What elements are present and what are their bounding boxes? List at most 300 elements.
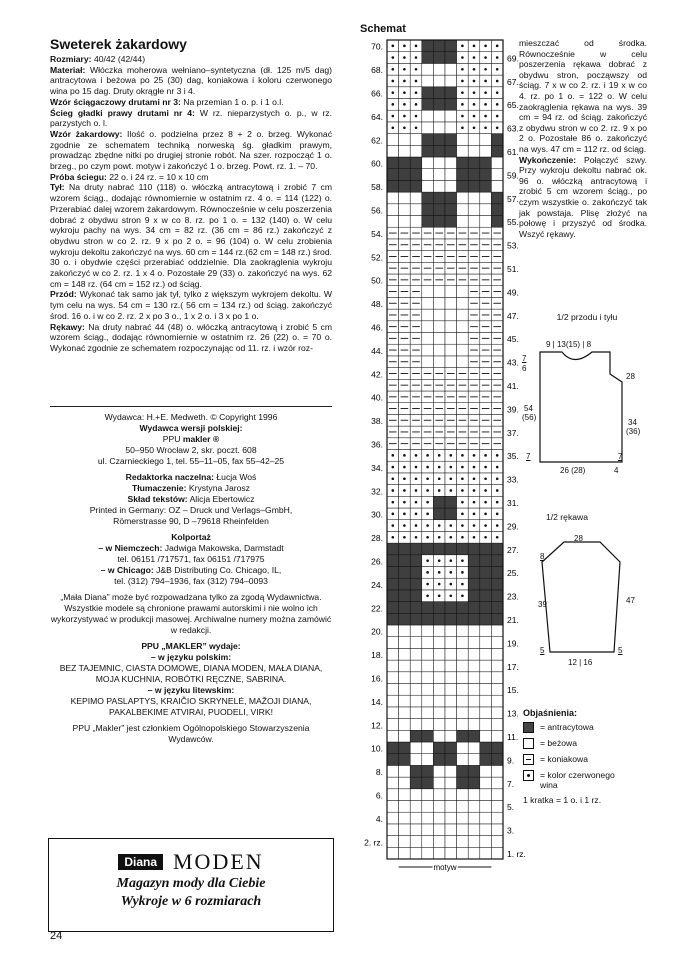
chart-cell bbox=[480, 204, 492, 216]
chart-dot bbox=[426, 477, 429, 480]
chart-cell bbox=[445, 660, 457, 672]
chart-cell bbox=[468, 648, 480, 660]
chart-dot bbox=[426, 559, 429, 562]
chart-cell bbox=[387, 145, 399, 157]
chart-cell bbox=[445, 52, 457, 64]
row-label-left: 18. bbox=[371, 650, 383, 661]
chart-cell bbox=[445, 684, 457, 696]
fb-bottom: 26 (28) bbox=[560, 466, 586, 475]
chart-cell bbox=[433, 765, 445, 777]
chart-dot bbox=[392, 477, 395, 480]
chart-cell bbox=[457, 625, 469, 637]
sl-5b: 5 bbox=[618, 646, 623, 655]
sl-28: 28 bbox=[574, 534, 583, 543]
chart-cell bbox=[468, 157, 480, 169]
publisher-line: Wydawca: H.+E. Medweth. © Copyright 1996 bbox=[104, 412, 278, 422]
row-label-right: 61. bbox=[507, 147, 519, 157]
chart-dot bbox=[473, 45, 476, 48]
chart-dot bbox=[496, 477, 499, 480]
chart-cell bbox=[422, 309, 434, 321]
chart-dot bbox=[403, 68, 406, 71]
row-label-left: 68. bbox=[371, 65, 383, 76]
chart-dot bbox=[403, 513, 406, 516]
chart-cell bbox=[491, 836, 503, 848]
row-label-right: 19. bbox=[507, 638, 519, 649]
chart-cell bbox=[387, 543, 399, 555]
chart-cell bbox=[399, 801, 411, 813]
chart-cell bbox=[422, 297, 434, 309]
chart-cell bbox=[410, 613, 422, 625]
chart-cell bbox=[433, 730, 445, 742]
chart-cell bbox=[457, 707, 469, 719]
chart-dot bbox=[473, 536, 476, 539]
chart-cell bbox=[387, 765, 399, 777]
chart-cell bbox=[480, 824, 492, 836]
chart-dot bbox=[461, 571, 464, 574]
chart-cell bbox=[387, 204, 399, 216]
chart-cell bbox=[422, 321, 434, 333]
chart-cell bbox=[491, 625, 503, 637]
chart-cell bbox=[457, 847, 469, 859]
chart-dot bbox=[392, 536, 395, 539]
chart-cell bbox=[399, 812, 411, 824]
chart-dot bbox=[496, 45, 499, 48]
chart-dot bbox=[461, 103, 464, 106]
chart-cell bbox=[480, 543, 492, 555]
chart-dot bbox=[438, 454, 441, 457]
chart-cell bbox=[468, 180, 480, 192]
row-label-left: 60. bbox=[371, 158, 383, 169]
chart-cell bbox=[387, 684, 399, 696]
chart-dot bbox=[403, 91, 406, 94]
chart-cell bbox=[445, 730, 457, 742]
chart-cell bbox=[422, 847, 434, 859]
chart-cell bbox=[410, 801, 422, 813]
chart-cell bbox=[410, 169, 422, 181]
chart-cell bbox=[387, 602, 399, 614]
chart-cell bbox=[445, 707, 457, 719]
chart-cell bbox=[468, 742, 480, 754]
chart-cell bbox=[480, 169, 492, 181]
chart-cell bbox=[422, 40, 434, 52]
stockinette-paragraph: Ścieg gładki prawy drutami nr 4: W rz. nieparzystych o. p., w rz. parzystych o. l. bbox=[50, 107, 332, 129]
chart-dot bbox=[415, 103, 418, 106]
row-label-left: 2. rz. bbox=[364, 837, 383, 848]
chart-cell bbox=[457, 742, 469, 754]
chart-cell bbox=[445, 602, 457, 614]
chart-cell bbox=[491, 789, 503, 801]
row-label-left: 40. bbox=[371, 392, 383, 403]
chart-cell bbox=[433, 812, 445, 824]
chart-dot bbox=[403, 103, 406, 106]
chart-cell bbox=[433, 637, 445, 649]
chart-cell bbox=[491, 812, 503, 824]
chart-cell bbox=[433, 134, 445, 146]
chart-cell bbox=[491, 648, 503, 660]
fb-top-measure: 9 | 13(15) | 8 bbox=[546, 340, 592, 349]
chart-cell bbox=[457, 309, 469, 321]
chart-dot bbox=[484, 513, 487, 516]
chart-cell bbox=[422, 812, 434, 824]
chart-cell bbox=[491, 695, 503, 707]
chart-cell bbox=[468, 602, 480, 614]
chart-dot bbox=[473, 513, 476, 516]
row-label-right: 37. bbox=[507, 427, 519, 438]
chart-dot bbox=[450, 594, 453, 597]
chart-cell bbox=[410, 660, 422, 672]
chart-cell bbox=[457, 321, 469, 333]
chart-cell bbox=[468, 754, 480, 766]
chart-cell bbox=[445, 648, 457, 660]
chart-cell bbox=[468, 134, 480, 146]
chart-cell bbox=[433, 660, 445, 672]
chart-cell bbox=[422, 789, 434, 801]
chart-cell bbox=[433, 836, 445, 848]
chart-cell bbox=[422, 134, 434, 146]
chart-dot bbox=[450, 583, 453, 586]
rib-paragraph: Wzór ściągaczowy drutami nr 3: Na przemian 1 o. p. i 1 o.l. bbox=[50, 96, 284, 107]
chart-cell bbox=[422, 110, 434, 122]
publisher-address-1: 50–950 Wrocław 2, skr. poczt. 608 bbox=[125, 445, 257, 455]
chart-cell bbox=[399, 660, 411, 672]
chart-cell bbox=[433, 40, 445, 52]
chart-cell bbox=[387, 216, 399, 228]
chart-cell bbox=[387, 555, 399, 567]
chart-cell bbox=[491, 637, 503, 649]
chart-cell bbox=[491, 543, 503, 555]
chart-cell bbox=[491, 730, 503, 742]
chart-cell bbox=[480, 719, 492, 731]
wine-swatch-icon bbox=[523, 770, 534, 781]
chart-cell bbox=[433, 496, 445, 508]
chart-cell bbox=[491, 216, 503, 228]
chart-cell bbox=[491, 684, 503, 696]
chart-cell bbox=[445, 836, 457, 848]
chart-cell bbox=[410, 590, 422, 602]
chart-cell bbox=[445, 122, 457, 134]
chart-cell bbox=[433, 180, 445, 192]
chart-dot bbox=[473, 91, 476, 94]
chart-cell bbox=[480, 625, 492, 637]
row-label-right: 55. bbox=[507, 217, 519, 228]
material-paragraph: Materiał: Włóczka moherowa wełniano–syntetyczna (dł. 125 m/5 dag) antracytowa i beżowa po 25 (30) dag, koniakowa i koloru czerwonego wina po 15 dag. Druty okrągłe nr 3 i 4. bbox=[50, 64, 332, 97]
translation-line: Tłumaczenie: Krystyna Jarosz bbox=[132, 483, 250, 493]
chart-dot bbox=[415, 126, 418, 129]
chart-cell bbox=[387, 801, 399, 813]
chart-cell bbox=[422, 216, 434, 228]
chart-cell bbox=[422, 356, 434, 368]
chart-cell bbox=[422, 648, 434, 660]
chart-cell bbox=[387, 648, 399, 660]
chart-dot bbox=[473, 489, 476, 492]
chart-cell bbox=[491, 660, 503, 672]
chart-dot bbox=[484, 501, 487, 504]
chart-dot bbox=[438, 536, 441, 539]
chart-cell bbox=[491, 719, 503, 731]
chart-cell bbox=[457, 344, 469, 356]
chart-cell bbox=[433, 789, 445, 801]
chart-dot bbox=[484, 56, 487, 59]
chart-dot bbox=[403, 524, 406, 527]
row-label-left: 22. bbox=[371, 603, 383, 614]
polish-edition-heading: Wydawca wersji polskiej: bbox=[139, 423, 243, 433]
chart-cell bbox=[468, 719, 480, 731]
chart-cell bbox=[457, 216, 469, 228]
chart-cell bbox=[468, 555, 480, 567]
chart-dot bbox=[392, 80, 395, 83]
chart-cell bbox=[480, 567, 492, 579]
chart-cell bbox=[422, 660, 434, 672]
chart-cell bbox=[399, 157, 411, 169]
chart-dot bbox=[426, 571, 429, 574]
chart-dot bbox=[484, 91, 487, 94]
chart-cell bbox=[457, 660, 469, 672]
chart-dot bbox=[450, 477, 453, 480]
row-label-right: 53. bbox=[507, 240, 519, 251]
row-label-left: 44. bbox=[371, 345, 383, 356]
row-label-right: 39. bbox=[507, 404, 519, 415]
chart-cell bbox=[445, 789, 457, 801]
chart-dot bbox=[461, 583, 464, 586]
row-label-left: 34. bbox=[371, 462, 383, 473]
row-label-left: 12. bbox=[371, 720, 383, 731]
germany-contact: tel. 06151 /717571, fax 06151 /717975 bbox=[117, 554, 265, 564]
chart-dot bbox=[450, 536, 453, 539]
chart-dot bbox=[403, 80, 406, 83]
chart-cell bbox=[433, 672, 445, 684]
chart-cell bbox=[491, 613, 503, 625]
chart-cell bbox=[468, 637, 480, 649]
chart-cell bbox=[433, 719, 445, 731]
chart-cell bbox=[410, 648, 422, 660]
diana-logo: Diana bbox=[118, 854, 163, 870]
chart-dot bbox=[392, 45, 395, 48]
chart-cell bbox=[445, 99, 457, 111]
chart-cell bbox=[399, 602, 411, 614]
chart-cell bbox=[433, 122, 445, 134]
chart-cell bbox=[480, 847, 492, 859]
chart-cell bbox=[433, 286, 445, 298]
chart-cell bbox=[433, 754, 445, 766]
chart-cell bbox=[399, 836, 411, 848]
sl-47: 47 bbox=[626, 596, 635, 605]
chart-cell bbox=[422, 543, 434, 555]
chart-cell bbox=[399, 180, 411, 192]
chart-cell bbox=[491, 567, 503, 579]
chart-cell bbox=[480, 801, 492, 813]
chart-cell bbox=[422, 87, 434, 99]
row-label-left: 38. bbox=[371, 416, 383, 427]
chart-dot bbox=[484, 68, 487, 71]
chart-cell bbox=[410, 742, 422, 754]
chart-cell bbox=[422, 180, 434, 192]
chart-cell bbox=[410, 824, 422, 836]
chart-cell bbox=[433, 333, 445, 345]
chart-cell bbox=[491, 777, 503, 789]
chart-dot bbox=[461, 45, 464, 48]
chart-cell bbox=[422, 169, 434, 181]
chart-cell bbox=[422, 192, 434, 204]
chicago-line: – w Chicago: J&B Distributing Co. Chicago, IL, bbox=[100, 565, 282, 575]
chart-cell bbox=[457, 637, 469, 649]
chart-cell bbox=[410, 204, 422, 216]
copyright-notice: „Mała Diana” może być rozpowadzana tylko za zgodą Wydawnictwa. Wszystkie modele są chronione prawami autorskimi i nie wolno ich wykorzystywać w produkcji masowej. Archiwalne numery można zamówić w redakcji. bbox=[50, 592, 332, 635]
chart-cell bbox=[399, 730, 411, 742]
chart-dot bbox=[473, 56, 476, 59]
chart-cell bbox=[387, 134, 399, 146]
chart-cell bbox=[445, 824, 457, 836]
gauge-paragraph: Próba ściegu: 22 o. i 24 rz. = 10 x 10 cm bbox=[50, 171, 209, 182]
chart-dot bbox=[461, 56, 464, 59]
chart-dot bbox=[450, 489, 453, 492]
chart-cell bbox=[433, 216, 445, 228]
germany-line: – w Niemczech: Jadwiga Makowska, Darmstadt bbox=[98, 543, 284, 553]
chart-cell bbox=[468, 169, 480, 181]
row-label-left: 8. bbox=[375, 767, 383, 778]
chart-dot bbox=[461, 513, 464, 516]
chart-cell bbox=[422, 625, 434, 637]
chart-cell bbox=[422, 344, 434, 356]
chart-cell bbox=[433, 707, 445, 719]
chart-cell bbox=[433, 169, 445, 181]
chart-dot bbox=[496, 115, 499, 118]
chart-cell bbox=[457, 684, 469, 696]
chart-dot bbox=[461, 559, 464, 562]
chart-cell bbox=[422, 157, 434, 169]
chart-dot bbox=[403, 477, 406, 480]
chart-cell bbox=[445, 508, 457, 520]
row-label-right: 69. bbox=[507, 53, 519, 64]
page-number: 24 bbox=[50, 930, 63, 942]
chart-cell bbox=[445, 297, 457, 309]
chart-cell bbox=[445, 192, 457, 204]
chart-cell bbox=[457, 356, 469, 368]
row-label-right: 7. bbox=[507, 778, 515, 789]
chart-cell bbox=[480, 216, 492, 228]
row-label-right: 23. bbox=[507, 591, 519, 602]
chart-cell bbox=[399, 590, 411, 602]
row-label-left: 52. bbox=[371, 252, 383, 263]
article-column bbox=[50, 36, 332, 354]
chart-cell bbox=[410, 555, 422, 567]
chart-cell bbox=[410, 672, 422, 684]
chart-dot bbox=[450, 524, 453, 527]
chart-cell bbox=[480, 695, 492, 707]
chart-cell bbox=[399, 672, 411, 684]
chart-cell bbox=[410, 695, 422, 707]
chart-dot bbox=[496, 126, 499, 129]
chart-cell bbox=[480, 660, 492, 672]
chart-cell bbox=[457, 824, 469, 836]
row-label-right: 49. bbox=[507, 287, 519, 298]
sleeves-paragraph: Rękawy: Na druty nabrać 44 (48) o. włóczką antracytową i zrobić 5 cm wzorem ściąg., dodając równomiernie w ostatnim rz. 26 (22) o. = 70 o. Wykonać zgodnie ze schematem rozpoczynając od 11. rz. i wzór roz- bbox=[50, 321, 333, 353]
chart-cell bbox=[445, 847, 457, 859]
chart-dot bbox=[484, 80, 487, 83]
chart-cell bbox=[399, 695, 411, 707]
chart-cell bbox=[491, 134, 503, 146]
chart-dot bbox=[450, 571, 453, 574]
chart-dot bbox=[415, 477, 418, 480]
chart-cell bbox=[422, 637, 434, 649]
chart-cell bbox=[480, 648, 492, 660]
chart-dot bbox=[473, 477, 476, 480]
sizes-paragraph: Rozmiary: 40/42 (42/44) bbox=[50, 54, 146, 64]
chart-cell bbox=[399, 145, 411, 157]
chart-cell bbox=[445, 777, 457, 789]
chart-cell bbox=[387, 789, 399, 801]
chart-dot bbox=[438, 489, 441, 492]
chart-cell bbox=[468, 684, 480, 696]
fb-36: (36) bbox=[626, 427, 641, 436]
chart-dot bbox=[473, 80, 476, 83]
chart-cell bbox=[387, 719, 399, 731]
chart-cell bbox=[491, 765, 503, 777]
chart-cell bbox=[410, 719, 422, 731]
chart-dot bbox=[392, 91, 395, 94]
printed-line-1: Printed in Germany: OZ – Druck und Verlags–GmbH, bbox=[89, 505, 293, 515]
chart-cell bbox=[445, 695, 457, 707]
chart-title: Schemat bbox=[360, 23, 406, 35]
chart-cell bbox=[445, 742, 457, 754]
chart-cell bbox=[410, 192, 422, 204]
row-label-left: 14. bbox=[371, 696, 383, 707]
publisher-address-2: ul. Czarnieckiego 1, tel. 55–11–05, fax 55–42–25 bbox=[97, 456, 285, 466]
row-label-right: 5. bbox=[507, 802, 515, 813]
chart-cell bbox=[445, 87, 457, 99]
chart-dot bbox=[450, 454, 453, 457]
ad-tagline-2: Wykroje w 6 rozmiarach bbox=[120, 894, 262, 909]
chart-dot bbox=[438, 524, 441, 527]
anthracite-swatch-icon bbox=[523, 722, 534, 733]
polish-language-heading: – w języku polskim: bbox=[150, 652, 232, 662]
row-label-right: 9. bbox=[507, 755, 515, 766]
chart-dot bbox=[415, 454, 418, 457]
chart-cell bbox=[387, 567, 399, 579]
chart-dot bbox=[426, 524, 429, 527]
row-label-right: 13. bbox=[507, 708, 519, 719]
continued-column bbox=[519, 38, 647, 239]
chart-cell bbox=[399, 169, 411, 181]
chart-dot bbox=[496, 466, 499, 469]
chart-dot bbox=[496, 56, 499, 59]
chart-cell bbox=[468, 145, 480, 157]
chart-cell bbox=[399, 684, 411, 696]
chart-cell bbox=[422, 824, 434, 836]
chart-cell bbox=[445, 672, 457, 684]
row-label-right: 17. bbox=[507, 661, 519, 672]
chart-cell bbox=[480, 836, 492, 848]
chart-dot bbox=[473, 115, 476, 118]
row-label-left: 42. bbox=[371, 369, 383, 380]
fb-6: 6 bbox=[522, 364, 527, 373]
chart-cell bbox=[468, 660, 480, 672]
chart-cell bbox=[457, 192, 469, 204]
chart-cell bbox=[445, 157, 457, 169]
chart-cell bbox=[468, 567, 480, 579]
chart-dot bbox=[484, 466, 487, 469]
chart-dot bbox=[403, 454, 406, 457]
ad-tagline-1: Magazyn mody dla Ciebie bbox=[116, 876, 266, 891]
finishing-paragraph: Wykończenie: Połączyć szwy. Przy wykroju dekoltu nabrać ok. 96 o. włóczką antracytową i zrobić 5 cm wzorem ściąg., po czym wszystkie o. zakończyć tak jak powstaja. Plisę złożyć na połowę i przyszyć od środka. Wszyć rękawy. bbox=[519, 154, 648, 239]
chart-cell bbox=[387, 180, 399, 192]
chart-dot bbox=[496, 513, 499, 516]
chart-cell bbox=[457, 754, 469, 766]
motif-label: motyw bbox=[433, 863, 457, 872]
chart-cell bbox=[491, 801, 503, 813]
chart-cell bbox=[399, 192, 411, 204]
chart-cell bbox=[410, 847, 422, 859]
row-label-left: 62. bbox=[371, 135, 383, 146]
